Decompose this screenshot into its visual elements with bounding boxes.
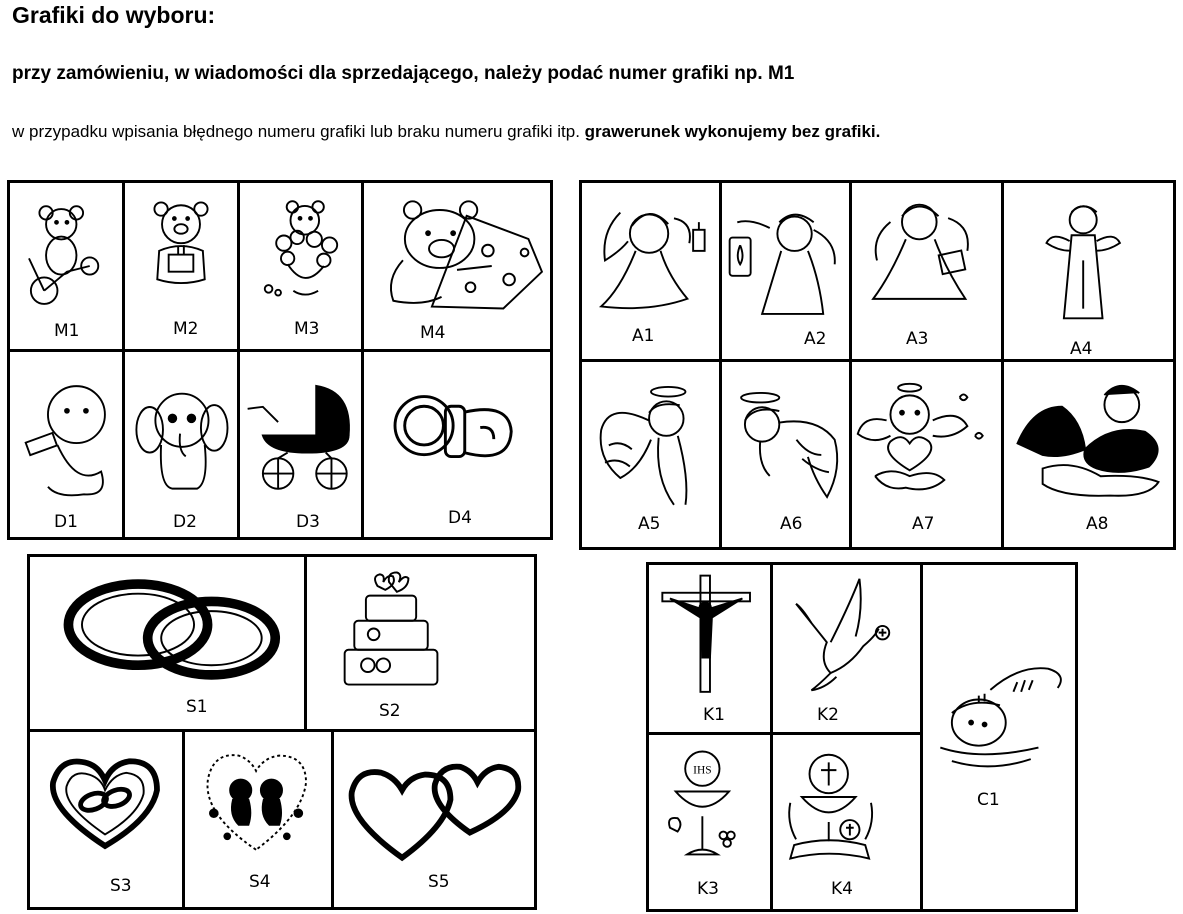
dove-icon [773,565,920,732]
graphic-tile-m2[interactable] [122,180,240,352]
graphic-tile-s5[interactable] [331,729,537,910]
baby-bottle-icon [10,352,122,537]
graphic-label: S5 [428,872,450,892]
graphic-tile-d4[interactable] [361,349,553,540]
graphic-label: D3 [296,512,320,532]
graphic-tile-k2[interactable] [770,562,923,735]
graphic-tile-d2[interactable] [122,349,240,540]
graphic-tile-d3[interactable] [237,349,364,540]
wedding-rings-icon [30,557,304,729]
graphic-label: A8 [1086,514,1109,534]
graphic-label: D1 [54,512,78,532]
graphic-label: A3 [906,329,929,349]
graphic-tile-k3[interactable] [646,732,773,912]
warning-note-emphasis: grawerunek wykonujemy bez grafiki. [584,122,881,141]
order-instruction: przy zamówieniu, w wiadomości dla sprzedającego, należy podać numer grafiki np. M1 [12,63,795,84]
graphic-label: A1 [632,326,655,346]
graphic-tile-m1[interactable] [7,180,125,352]
graphic-tile-a1[interactable] [579,180,722,362]
graphic-label: C1 [977,790,1000,810]
baptism-icon [923,565,1075,909]
graphic-label: K2 [817,705,839,725]
angel-lamp-icon [722,183,849,359]
graphic-label: M4 [420,323,446,343]
wedding-cake-icon [307,557,534,729]
graphic-label: K1 [703,705,725,725]
graphic-label: A6 [780,514,803,534]
graphic-tile-c1[interactable] [920,562,1078,912]
baby-elephant-icon [125,352,237,537]
graphic-tile-a2[interactable] [719,180,852,362]
page-title: Grafiki do wyboru: [12,2,216,28]
graphic-tile-a7[interactable] [849,359,1004,550]
teddy-bear-blanket-icon [364,183,550,349]
graphic-tile-d1[interactable] [7,349,125,540]
graphic-label: K3 [697,879,719,899]
graphic-label: M3 [294,319,320,339]
graphic-label: A2 [804,329,827,349]
graphic-label: M1 [54,321,80,341]
graphic-label: D4 [448,508,472,528]
graphic-label: A4 [1070,339,1093,359]
graphic-label: M2 [173,319,199,339]
graphic-tile-a3[interactable] [849,180,1004,362]
graphic-label: S1 [186,697,208,717]
graphic-label: A7 [912,514,935,534]
graphic-tile-s2[interactable] [304,554,537,732]
graphic-label: D2 [173,512,197,532]
graphic-tile-a6[interactable] [719,359,852,550]
graphic-label: S3 [110,876,132,896]
heart-rings-icon [30,732,182,907]
angel-standing-icon [1004,183,1173,359]
graphic-tile-s3[interactable] [27,729,185,910]
graphic-tile-a4[interactable] [1001,180,1176,362]
graphic-tile-k4[interactable] [770,732,923,912]
graphic-tile-a8[interactable] [1001,359,1176,550]
graphic-tile-s4[interactable] [182,729,334,910]
warning-note [12,122,880,142]
graphic-label: S4 [249,872,271,892]
graphic-tile-s1[interactable] [27,554,307,732]
graphic-label: K4 [831,879,853,899]
graphic-label: S2 [379,701,401,721]
graphic-tile-k1[interactable] [646,562,773,735]
graphic-tile-m3[interactable] [237,180,364,352]
warning-note-text: w przypadku wpisania błędnego numeru grafiki lub braku numeru grafiki itp. [12,122,585,141]
graphic-tile-a5[interactable] [579,359,722,550]
svg-text:IHS: IHS [693,764,712,777]
pram-icon [240,352,361,537]
graphic-label: A5 [638,514,661,534]
graphic-tile-m4[interactable] [361,180,553,352]
